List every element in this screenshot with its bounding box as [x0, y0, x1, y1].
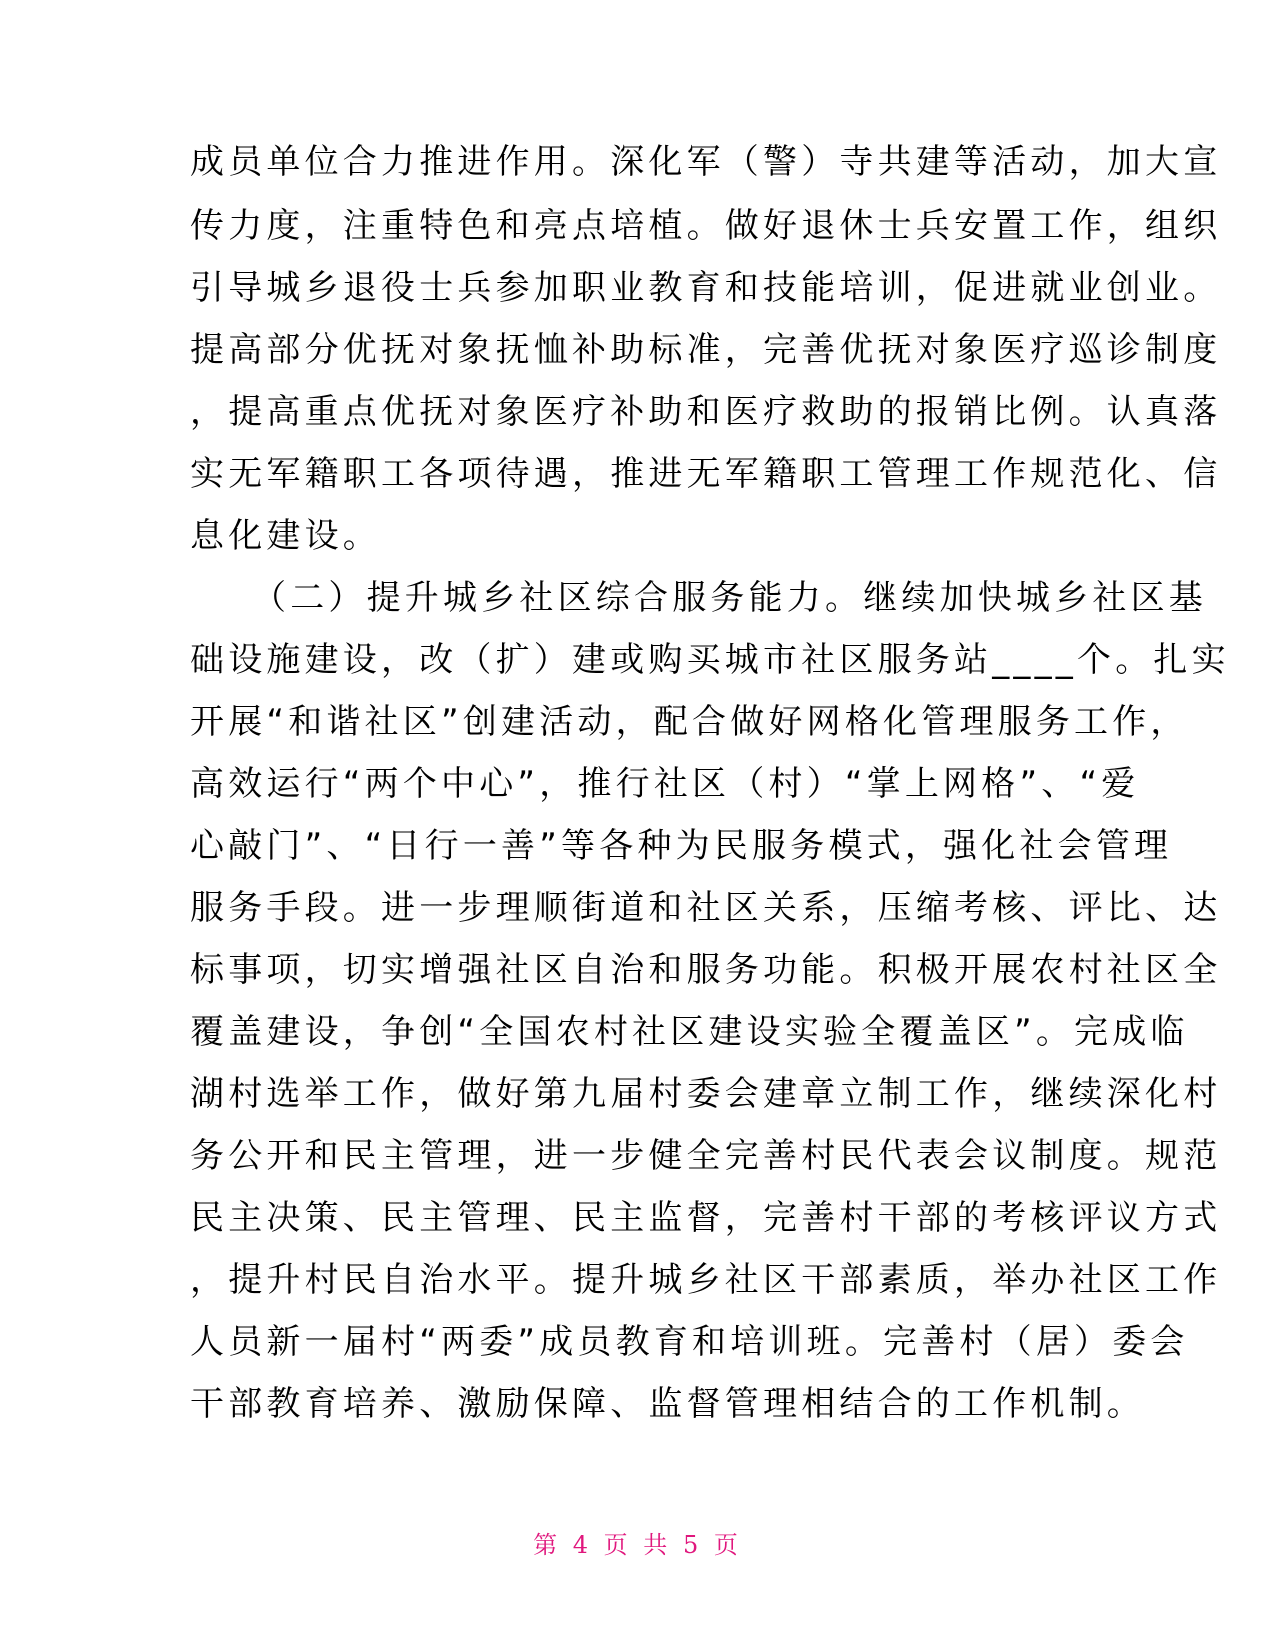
text-line: 心敲门”、“日行一善”等各种为民服务模式，强化社会管理 — [190, 826, 1173, 866]
text-line: 成员单位合力推进作用。深化军（警）寺共建等活动，加大宣 — [190, 142, 1222, 182]
text-line: 人员新一届村“两委”成员教育和培训班。完善村（居）委会 — [190, 1322, 1189, 1362]
text-line: ，提升村民自治水平。提升城乡社区干部素质，举办社区工作 — [190, 1260, 1222, 1300]
text-line: 覆盖建设，争创“全国农村社区建设实验全覆盖区”。完成临 — [190, 1012, 1189, 1052]
text-line: 息化建设。 — [190, 516, 381, 556]
text-line: （二）提升城乡社区综合服务能力。继续加快城乡社区基 — [252, 578, 1207, 618]
text-line: 湖村选举工作，做好第九届村委会建章立制工作，继续深化村 — [190, 1074, 1222, 1114]
text-line: 传力度，注重特色和亮点培植。做好退休士兵安置工作，组织 — [190, 206, 1222, 246]
text-line: 提高部分优抚对象抚恤补助标准，完善优抚对象医疗巡诊制度 — [190, 330, 1222, 370]
text-line: 高效运行“两个中心”，推行社区（村）“掌上网格”、“爱 — [190, 764, 1140, 804]
text-line: 服务手段。进一步理顺街道和社区关系，压缩考核、评比、达 — [190, 888, 1222, 928]
text-line: ，提高重点优抚对象医疗补助和医疗救助的报销比例。认真落 — [190, 392, 1222, 432]
text-line: 实无军籍职工各项待遇，推进无军籍职工管理工作规范化、信 — [190, 454, 1222, 494]
text-line: 开展“和谐社区”创建活动，配合做好网格化管理服务工作， — [190, 702, 1189, 742]
text-line: 民主决策、民主管理、民主监督，完善村干部的考核评议方式 — [190, 1198, 1222, 1238]
text-line: 标事项，切实增强社区自治和服务功能。积极开展农村社区全 — [190, 950, 1222, 990]
text-line: 引导城乡退役士兵参加职业教育和技能培训，促进就业创业。 — [190, 268, 1222, 308]
text-line: 干部教育培养、激励保障、监督管理相结合的工作机制。 — [190, 1384, 1145, 1424]
text-line: 础设施建设，改（扩）建或购买城市社区服务站____个。扎实 — [190, 640, 1230, 680]
text-line: 务公开和民主管理，进一步健全完善村民代表会议制度。规范 — [190, 1136, 1222, 1176]
page-number-footer: 第 4 页 共 5 页 — [533, 1531, 742, 1559]
